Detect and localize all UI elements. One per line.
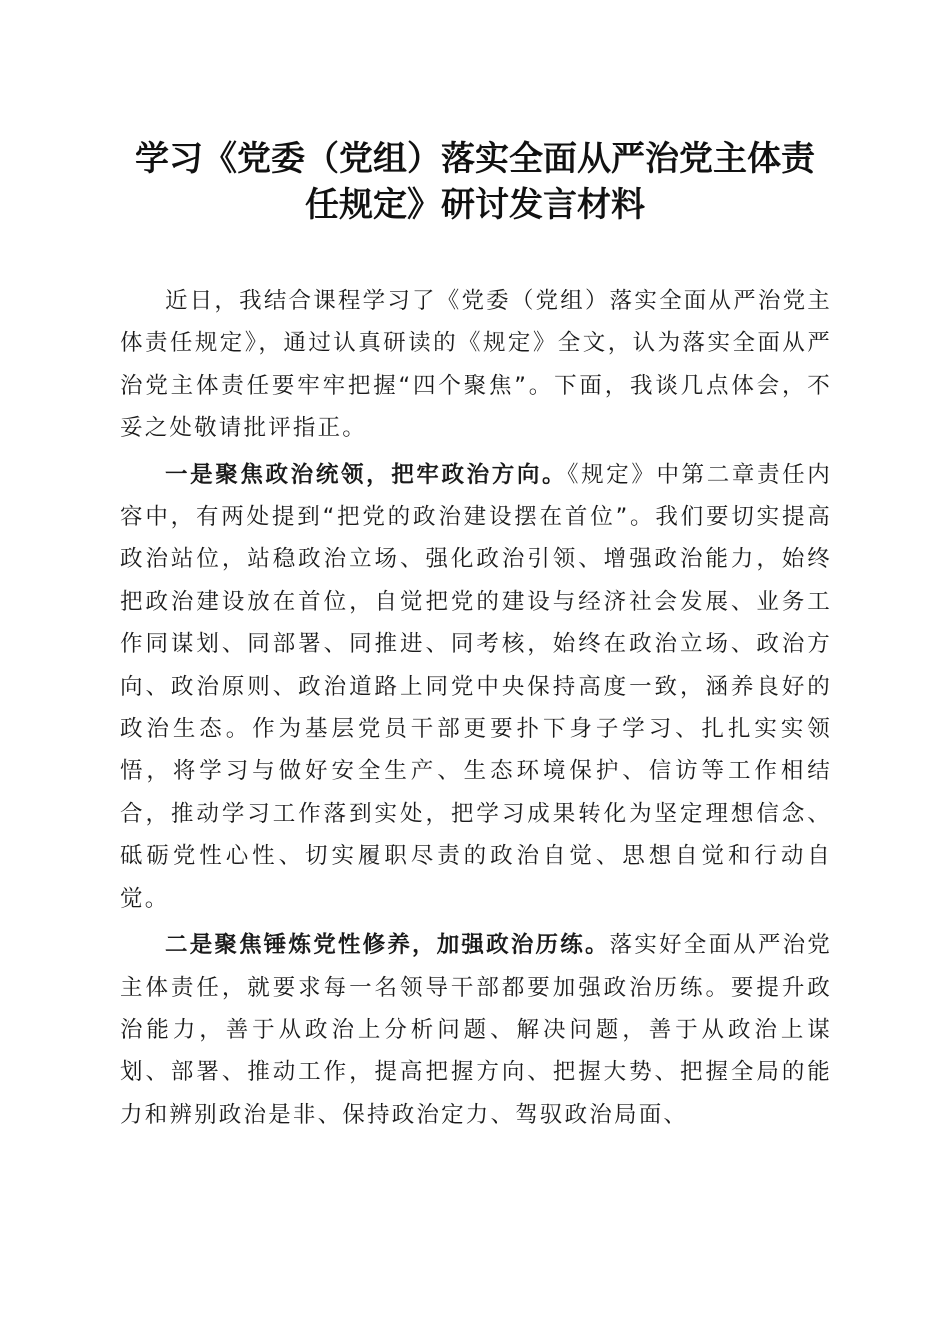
paragraph-text: 近日，我结合课程学习了《党委（党组）落实全面从严治党主体责任规定》，通过认真研读的《规定》全文，认为落实全面从严治党主体责任要牢牢把握“四个聚焦”。下面，我谈几点体会，不妥之处敬请批评指正。 <box>120 288 832 442</box>
title-line-2: 任规定》研讨发言材料 <box>305 185 645 225</box>
document-title <box>110 136 840 228</box>
paragraph-lead: 一是聚焦政治统领，把牢政治方向。 <box>165 461 568 488</box>
paragraph-lead: 二是聚焦锤炼党性修养，加强政治历练。 <box>165 932 610 959</box>
paragraph-text: 落实好全面从严治党主体责任，就要求每一名领导干部都要加强政治历练。要提升政治能力，善于从政治上分析问题、解决问题，善于从政治上谋划、部署、推动工作，提高把握方向、把握大势、把握全局的能力和辨别政治是非、保持政治定力、驾驭政治局面、 <box>120 932 832 1128</box>
paragraph-text: 《规定》中第二章责任内容中，有两处提到“把党的政治建设摆在首位”。我们要切实提高政治站位，站稳政治立场、强化政治引领、增强政治能力，始终把政治建设放在首位，自觉把党的建设与经济社会发展、业务工作同谋划、同部署、同推进、同考核，始终在政治立场、政治方向、政治原则、政治道路上同党中央保持高度一致，涵养良好的政治生态。作为基层党员干部更要扑下身子学习、扎扎实实领悟，将学习与做好安全生产、生态环境保护、信访等工作相结合，推动学习工作落到实处，把学习成果转化为坚定理想信念、砥砺党性心性、切实履职尽责的政治自觉、思想自觉和行动自觉。 <box>120 461 833 912</box>
title-line-1: 学习《党委（党组）落实全面从严治党主体责 <box>135 139 815 179</box>
paragraph-point-two <box>120 924 832 1136</box>
paragraph-point-one <box>120 454 832 920</box>
paragraph-intro <box>120 280 832 450</box>
document-body <box>120 280 832 1136</box>
